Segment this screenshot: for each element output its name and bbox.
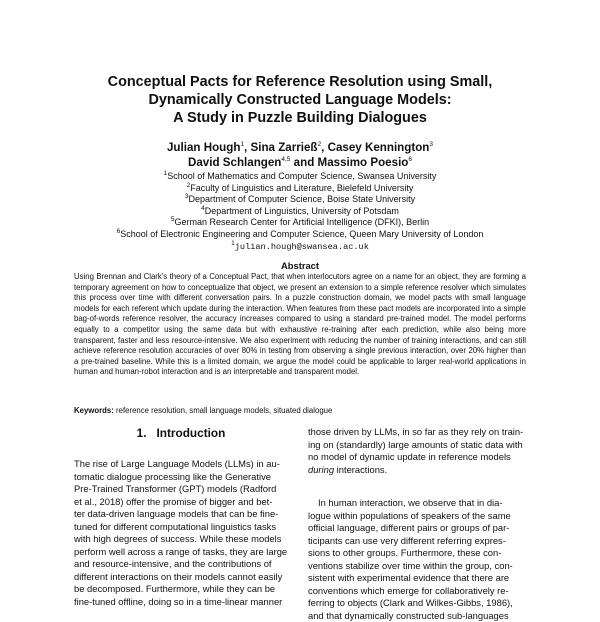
affiliation (40, 194, 560, 206)
section-title: Introduction (156, 426, 226, 440)
email-line (40, 241, 560, 254)
text-line: sistent with experimental evidence that there are (308, 572, 510, 584)
text-line: ferring to objects (Clark and Wilkes-Gibbs, 1986), (308, 597, 513, 609)
abstract-text: Using Brennan and Clark's theory of a Conceptual Pact, that when interlocutors agree on a name for an object, they are forming a temporary agreement on how to conceptualize that object, we present an extension to a simple reference resolver which simulates this process over time with different conversation pairs. In a puzzle construction domain, we model pacts with small language models for each referent which update during the interaction. When features from these pact models are incorporated into a simple bag-of-words reference resolver, the accuracy increases compared to using a standard pre-trained model. The model performs equally to a competitor using the same data but with exhaustive re-training after each prediction, while also being more transparent, faster and less resource-intensive. We also experiment with reducing the number of training interactions, and can still achieve reference resolution accuracies of over 80% in testing from observing a single previous interaction, over 20% higher than a pre-trained baseline. While this is a limited domain, we argue the model could be applicable to larger real-world applications in human and human-robot interaction and is an interpretable and transparent model. (74, 272, 526, 377)
author-line (60, 156, 540, 171)
text-line: ter data-driven language models that can be fine- (74, 508, 279, 520)
text-line: The rise of Large Language Models (LLMs) in au- (74, 458, 280, 469)
text-line: tuned for different computational linguistics tasks (74, 520, 277, 532)
email-sup: 1 (231, 239, 235, 247)
affiliation (40, 171, 560, 183)
author-name: Massimo Poesio (317, 155, 409, 169)
text-line: and resource-intensive, and the contributions of (74, 558, 272, 570)
affiliation-sup: 3 (184, 193, 189, 201)
text-line: no model of dynamic update in reference models (308, 451, 511, 463)
text-line: sions to other groups. Furthermore, these con- (308, 547, 502, 559)
author-sup: 6 (408, 155, 413, 163)
text-line: official language, different pairs or groups of par- (308, 522, 510, 534)
affiliation-text: German Research Center for Artificial Intelligence (DFKI), Berlin (174, 217, 430, 228)
author-sup: 1 (240, 141, 245, 149)
keywords-label: Keywords: (74, 406, 114, 415)
body-column-right-top (308, 426, 532, 476)
body-column-left (74, 458, 288, 609)
affiliation-text: Department of Computer Science, Boise State University (188, 194, 416, 205)
author-name: Sina Zarrieß (250, 141, 318, 154)
author-conjunction: and (293, 155, 315, 169)
text-line: with high degrees of success. While these models (74, 533, 282, 545)
text-line: fine-tuned offline, doing so in a time-linear manner (74, 596, 283, 608)
text-line: ventions stabilize over time within the group, con- (308, 559, 513, 571)
text-line: ing on (standardly) large amounts of static data with (308, 438, 523, 450)
keywords (74, 406, 526, 417)
title-line: Conceptual Pacts for Reference Resolution using Small, (107, 74, 493, 90)
author-sup: 3 (429, 141, 433, 149)
author-line: Julian Hough$^1$, Sina Zarrieß$^2$, Casey Kennington$^3$ (166, 141, 433, 154)
text-line: et al., 2018) offer the promise of bigger and bet- (74, 495, 273, 507)
text-line: different interactions on their models cannot easily (74, 570, 283, 582)
text-line: conventions which emerge for collaboratively re- (308, 584, 509, 596)
text-line: logue within populations of speakers of the same (308, 509, 511, 521)
affiliation-sup: 6 (116, 227, 121, 235)
author-name: Julian Hough (166, 141, 241, 154)
affiliation-list (40, 171, 560, 253)
affiliation-sup: 5 (170, 216, 175, 224)
emphasis-text: during (308, 463, 335, 475)
text-line: perform well across a range of tasks, they are large (74, 545, 288, 557)
affiliation-sup: 1 (163, 170, 168, 177)
section-number: 1. (136, 426, 147, 440)
text-line: Pre-Trained Transformer (GPT) models (Radford (74, 483, 277, 495)
affiliation-text: School of Electronic Engineering and Computer Science, Queen Mary University of London (120, 228, 484, 239)
title-line: A Study in Puzzle Building Dialogues (173, 110, 427, 126)
abstract-heading: Abstract (280, 260, 320, 271)
affiliation-sup: 4 (201, 204, 205, 212)
text-line: tomatic dialogue processing like the Generative (74, 470, 271, 482)
affiliation (40, 183, 560, 195)
text-line: and that dynamically constructed sub-languages (308, 609, 509, 621)
text-line: be decomposed. Furthermore, while they can be (74, 583, 276, 595)
author-sup: 4,5 (281, 155, 291, 163)
paper-title (60, 73, 540, 127)
affiliation (40, 229, 560, 241)
text-line: ticipants can use very different referring expres- (308, 534, 506, 546)
affiliation-text: Department of Linguistics, University of Potsdam (204, 205, 399, 216)
body-column-right-bottom (308, 497, 532, 622)
affiliation-text: School of Mathematics and Computer Science, Swansea University (167, 171, 437, 181)
author-list (60, 141, 540, 170)
text-line: during interactions. (308, 463, 388, 475)
author-name: David Schlangen (187, 155, 282, 169)
affiliation-sup: 2 (186, 181, 191, 189)
keywords-text: reference resolution, small language models, situated dialogue (116, 406, 333, 415)
affiliation (40, 206, 560, 218)
title-line: Dynamically Constructed Language Models: (148, 92, 452, 108)
author-sup: 2 (317, 141, 322, 149)
email-address[interactable]: julian.hough@swansea.ac.uk (234, 241, 369, 252)
author-name: Casey Kennington (327, 141, 430, 154)
text-line: those driven by LLMs, in so far as they rely on train- (308, 426, 524, 437)
text-line: In human interaction, we observe that in dia- (318, 497, 503, 508)
section-heading (74, 426, 288, 440)
affiliation-text: Faculty of Linguistics and Literature, Bielefeld University (190, 182, 414, 193)
